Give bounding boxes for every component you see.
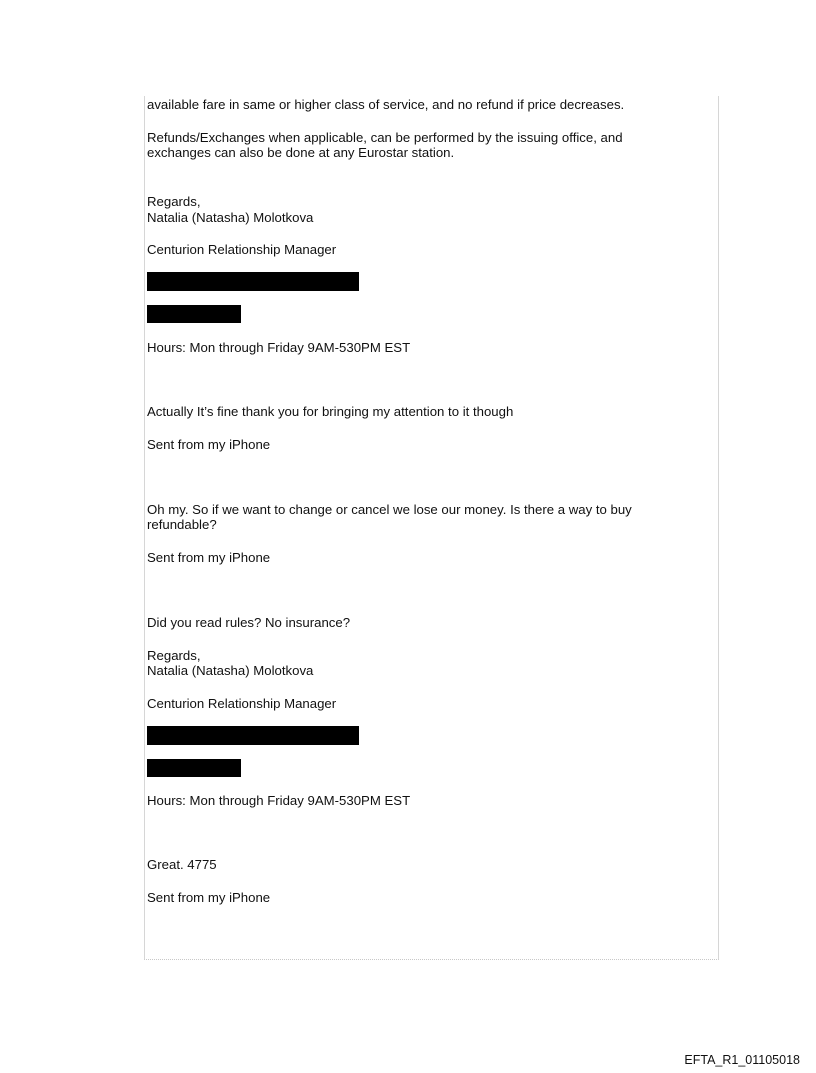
sent-from-iphone: Sent from my iPhone (147, 437, 271, 452)
email-body-frame (144, 96, 719, 960)
message-oh-my-line-1: Oh my. So if we want to change or cancel we lose our money. Is there a way to buy (147, 502, 632, 517)
signature-hours: Hours: Mon through Friday 9AM-530PM EST (147, 340, 411, 355)
sent-from-iphone: Sent from my iPhone (147, 890, 271, 905)
redaction-block (147, 726, 359, 745)
redaction-block (147, 759, 241, 777)
refunds-text-line-2: exchanges can also be done at any Eurostar station. (147, 145, 455, 160)
message-great: Great. 4775 (147, 857, 217, 872)
sent-from-iphone: Sent from my iPhone (147, 550, 271, 565)
signature-name: Natalia (Natasha) Molotkova (147, 210, 314, 225)
signature-title: Centurion Relationship Manager (147, 242, 337, 257)
signature-regards: Regards, (147, 194, 201, 209)
refunds-text-line-1: Refunds/Exchanges when applicable, can be performed by the issuing office, and (147, 130, 623, 145)
message-read-rules: Did you read rules? No insurance? (147, 615, 351, 630)
signature-hours: Hours: Mon through Friday 9AM-530PM EST (147, 793, 411, 808)
signature-regards: Regards, (147, 648, 201, 663)
message-oh-my-line-2: refundable? (147, 517, 217, 532)
message-actually-fine: Actually It’s fine thank you for bringing my attention to it though (147, 404, 514, 419)
signature-name: Natalia (Natasha) Molotkova (147, 663, 314, 678)
fare-rules-text: available fare in same or higher class of service, and no refund if price decreases. (147, 97, 625, 112)
redaction-block (147, 305, 241, 323)
redaction-block (147, 272, 359, 291)
signature-title: Centurion Relationship Manager (147, 696, 337, 711)
document-id: EFTA_R1_01105018 (684, 1053, 800, 1067)
